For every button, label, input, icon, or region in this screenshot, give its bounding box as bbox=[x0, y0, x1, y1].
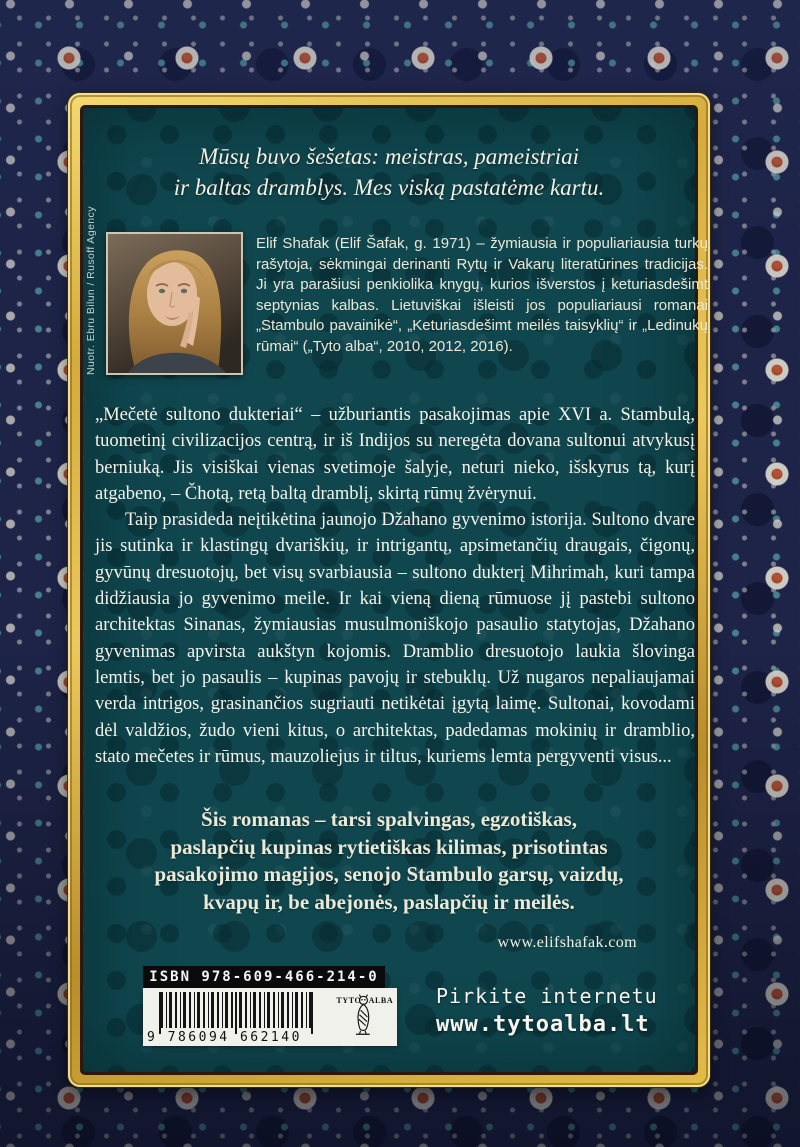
gold-frame bbox=[68, 93, 710, 1087]
barcode-box bbox=[143, 988, 397, 1046]
svg-text:ALBA: ALBA bbox=[368, 996, 393, 1006]
owl-icon bbox=[335, 994, 393, 1040]
barcode-guard-bar bbox=[311, 992, 313, 1034]
author-portrait-illustration bbox=[108, 234, 241, 373]
author-website: www.elifshafak.com bbox=[497, 934, 637, 951]
synopsis-paragraph-2: Taip prasideda neįtikėtina jaunojo Džahano gyvenimo istorija. Sultono dvare jis sutinka ir klastingų dvariškių, ir intrigantų, apsimetančių draugais, čigonų, gyvūnų dresuotojų, bet visų svarbiausia – sultono dukterį Mihrimah, kuri tampa didžiausia jo gyvenimo meile. Ir kai vieną dieną rūmuose jį pastebi sultono architektas Sinanas, žymiausias musulmoniškojo pasaulio statytojas, Džahano gyvenimas apvirsta aukštyn kojomis. Dramblio dresuotojo laukia šlovinga lemtis, bet jo pasaulis – kupinas pavojų ir stebuklų. Už nugaros nepaliaujamai verda intrigos, grasinančios sugriauti netikėtai įgytą laimę. Sultonai, kovodami dėl valdžios, žudo vieni kitus, o architektas, padedamas mokinių ir dramblio, stato mečetes ir rūmus, mauzoliejus ir tiltus, kuriems lemta pergyventi visus... bbox=[95, 510, 695, 767]
isbn-label: ISBN 978-609-466-214-0 bbox=[143, 966, 385, 988]
barcode-digits: 9 786094 662140 bbox=[147, 1030, 302, 1045]
publisher-website: www.tytoalba.lt bbox=[436, 1012, 650, 1037]
svg-text:TYTO: TYTO bbox=[336, 996, 362, 1006]
barcode-guard-bar bbox=[159, 992, 161, 1034]
epigraph-quote: Mūsų buvo šešetas: meistras, pameistriai ir baltas dramblys. Mes viską pastatėme kartu. bbox=[173, 144, 605, 200]
author-photo bbox=[106, 232, 243, 375]
cover-panel bbox=[80, 105, 708, 1075]
buy-online bbox=[436, 983, 686, 1039]
synopsis bbox=[95, 402, 695, 770]
marketing-blurb: Šis romanas – tarsi spalvingas, egzotiškas, paslapčių kupinas rytietiškas kilimas, prisotintas pasakojimo magijos, senojo Stambulo garsų, vaizdų, kvapų ir, be abejonės, paslapčių ir meilės. bbox=[154, 807, 624, 914]
photo-credit: Nuotr. Ebru Bilun / Rusoff Agency bbox=[85, 206, 97, 375]
tyto-alba-logo bbox=[335, 994, 393, 1040]
barcode-guard-bar bbox=[235, 992, 237, 1034]
buy-online-text: Pirkite internetu bbox=[436, 984, 658, 1008]
synopsis-paragraph-1: „Mečetė sultono dukteriai“ – užburiantis pasakojimas apie XVI a. Stambulą, tuometinį civilizacijos centrą, ir iš Indijos su neregėta dovana sultonui atvykusį berniuką. Jis visiškai vienas svetimoje šalyje, neturi nieko, išskyrus tą, kurį atgabeno, – Čhotą, retą baltą dramblį, skirtą rūmų žvėrynui. bbox=[95, 405, 695, 504]
author-bio: Elif Shafak (Elif Šafak, g. 1971) – žymiausia ir populiariausia turkų rašytoja, sėkmingai derinanti Rytų ir Vakarų literatūrines tradicijas. Ji yra parašiusi penkiolika knygų, kurios išverstos į keturiasdešimt septynias kalbas. Lietuviškai išleisti jos populiariausi romanai „Stambulo pavainikė“, „Keturiasdešimt meilės taisyklių“ ir „Ledinukų rūmai“ („Tyto alba“, 2010, 2012, 2016). bbox=[256, 235, 708, 355]
isbn-block bbox=[143, 966, 397, 1046]
